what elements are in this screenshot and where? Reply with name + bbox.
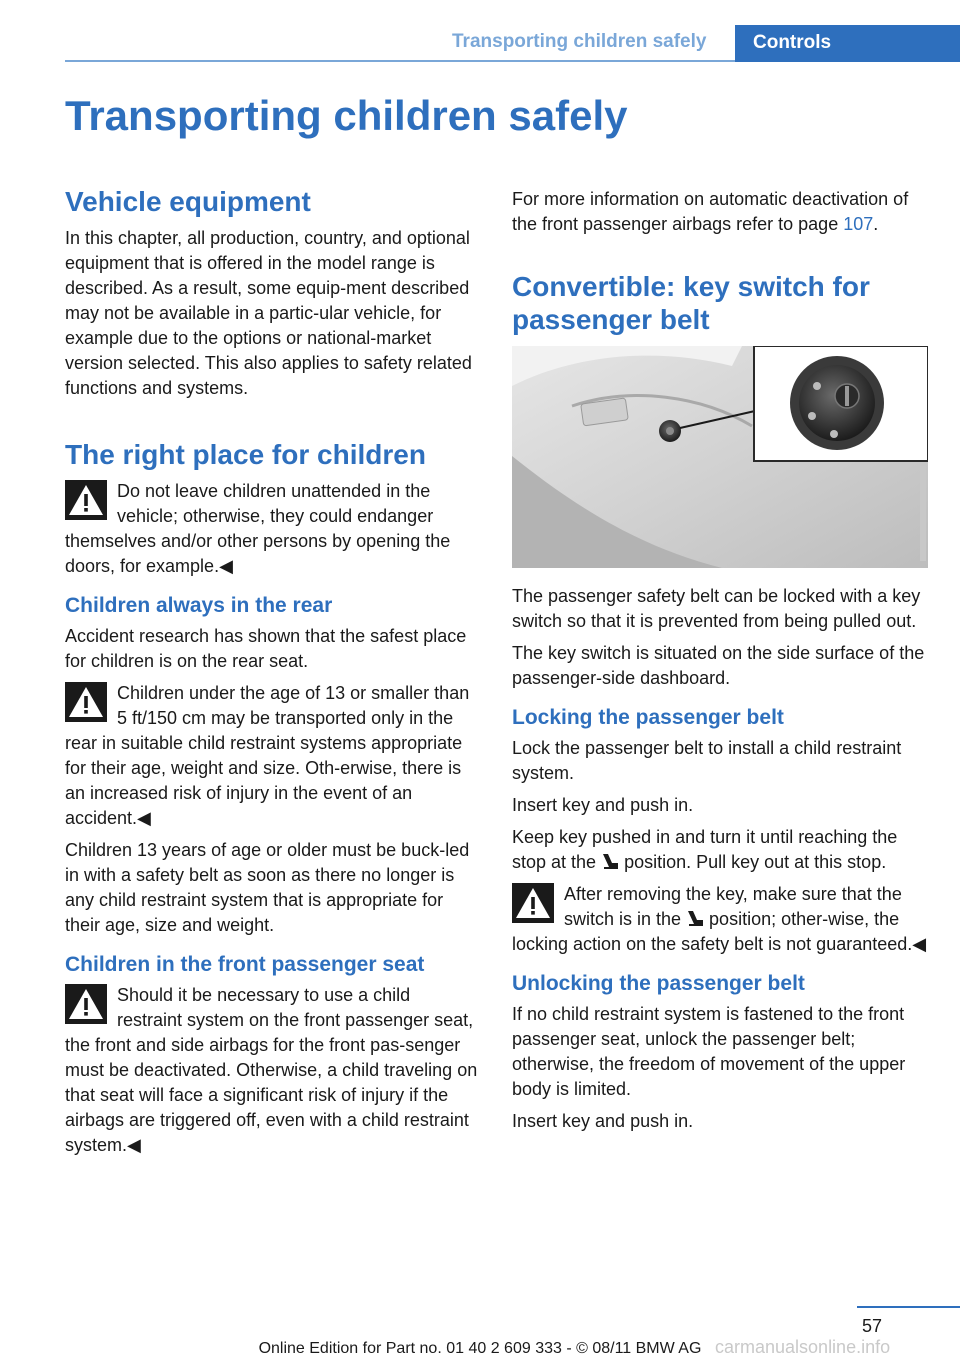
header-section-title: Transporting children safely — [452, 31, 707, 52]
airbag-reference-text — [512, 187, 927, 237]
heading-right-place: The right place for children — [65, 439, 426, 471]
belt-lock-icon — [599, 851, 621, 871]
warning-switch-position — [512, 882, 927, 957]
warning-triangle-icon — [65, 984, 107, 1024]
key-switch-photo — [512, 346, 928, 568]
warning-age-size-text: Children under the age of 13 or smaller than 5 ft/150 cm may be transported only in the rear in suitable child restraint systems appropriate for their age, weight and size. Oth-erwise, there is an increased risk of injury in the event of an accident.◀ — [65, 683, 470, 829]
locking-text-3 — [512, 825, 927, 875]
header-chapter-tab — [735, 25, 960, 62]
header-rule — [65, 60, 735, 62]
heading-vehicle-equipment: Vehicle equipment — [65, 186, 311, 217]
footer-rule — [857, 1306, 960, 1308]
convertible-text-2: The key switch is situated on the side surface of the passenger-side dashboard. — [512, 643, 925, 689]
locking-text-2: Insert key and push in. — [512, 795, 694, 816]
locking-text-3-lead: Keep key pushed in and turn it until reaching the stop at the — [512, 827, 898, 873]
airbag-reference-end: . — [873, 214, 879, 234]
convertible-text-1: The passenger safety belt can be locked with a key switch so that it is prevented from being pulled out. — [512, 586, 921, 632]
header-chapter-label: Controls — [753, 32, 832, 53]
warning-unattended-text: Do not leave children unattended in the vehicle; otherwise, they could endanger themselves and/or other persons by opening the doors, for example.◀ — [65, 481, 451, 577]
heading-unlocking: Unlocking the passenger belt — [512, 972, 805, 996]
locking-text-3-tail: position. Pull key out at this stop. — [624, 852, 887, 873]
locking-text-1: Lock the passenger belt to install a child restraint system. — [512, 738, 902, 784]
warning-switch-tail: position; other-wise, the locking action on the safety belt is not guaranteed.◀ — [512, 909, 927, 955]
warning-front-airbags — [65, 983, 480, 1158]
page-title: Transporting children safely — [65, 92, 628, 139]
older-children-text: Children 13 years of age or older must be buck-led in with a safety belt as soon as there no longer is any child restraint system that is appropriate for their age, size and weight. — [65, 840, 470, 936]
warning-unattended — [65, 479, 480, 579]
page-number: 57 — [862, 1316, 883, 1336]
heading-locking: Locking the passenger belt — [512, 706, 784, 730]
unlocking-text-1: If no child restraint system is fastened to the front passenger seat, unlock the passenger belt; otherwise, the freedom of movement of the upper body is limited. — [512, 1004, 906, 1100]
vehicle-equipment-text: In this chapter, all production, country, and optional equipment that is offered in the model range is described. As a result, some equip-ment described may not be available in a partic-ular vehicle, for example due to the options or national-market version selected. This also applies to safety related functions and systems. — [65, 228, 472, 399]
warning-triangle-icon — [512, 883, 554, 923]
unlocking-text-2: Insert key and push in. — [512, 1111, 694, 1132]
airbag-reference-lead: For more information on automatic deactivation of the front passenger airbags refer to page — [512, 189, 909, 234]
right-column — [512, 187, 927, 1141]
page-link-107[interactable]: 107 — [843, 214, 874, 234]
warning-triangle-icon — [65, 682, 107, 722]
watermark: carmanualsonline.info — [715, 1337, 891, 1357]
warning-front-airbags-text: Should it be necessary to use a child restraint system on the front passenger seat, the front and side airbags for the front pas-senger must be deactivated. Otherwise, a child traveling on that seat will face a significant risk of injury if the airbags are triggered off, even with a child restraint system.◀ — [65, 985, 478, 1156]
left-column — [65, 185, 480, 1165]
heading-always-rear: Children always in the rear — [65, 594, 333, 618]
warning-age-size — [65, 681, 480, 831]
always-rear-text: Accident research has shown that the safest place for children is on the rear seat. — [65, 626, 467, 672]
warning-triangle-icon — [65, 480, 107, 520]
footer-edition-text: Online Edition for Part no. 01 40 2 609 333 - © 08/11 BMW AG — [258, 1340, 702, 1357]
heading-front-seat: Children in the front passenger seat — [65, 953, 425, 977]
heading-convertible-key-switch: Convertible: key switch for passenger belt — [512, 271, 870, 336]
belt-lock-icon — [684, 908, 706, 928]
warning-switch-lead: After removing the key, make sure that the switch is in the — [564, 884, 902, 930]
